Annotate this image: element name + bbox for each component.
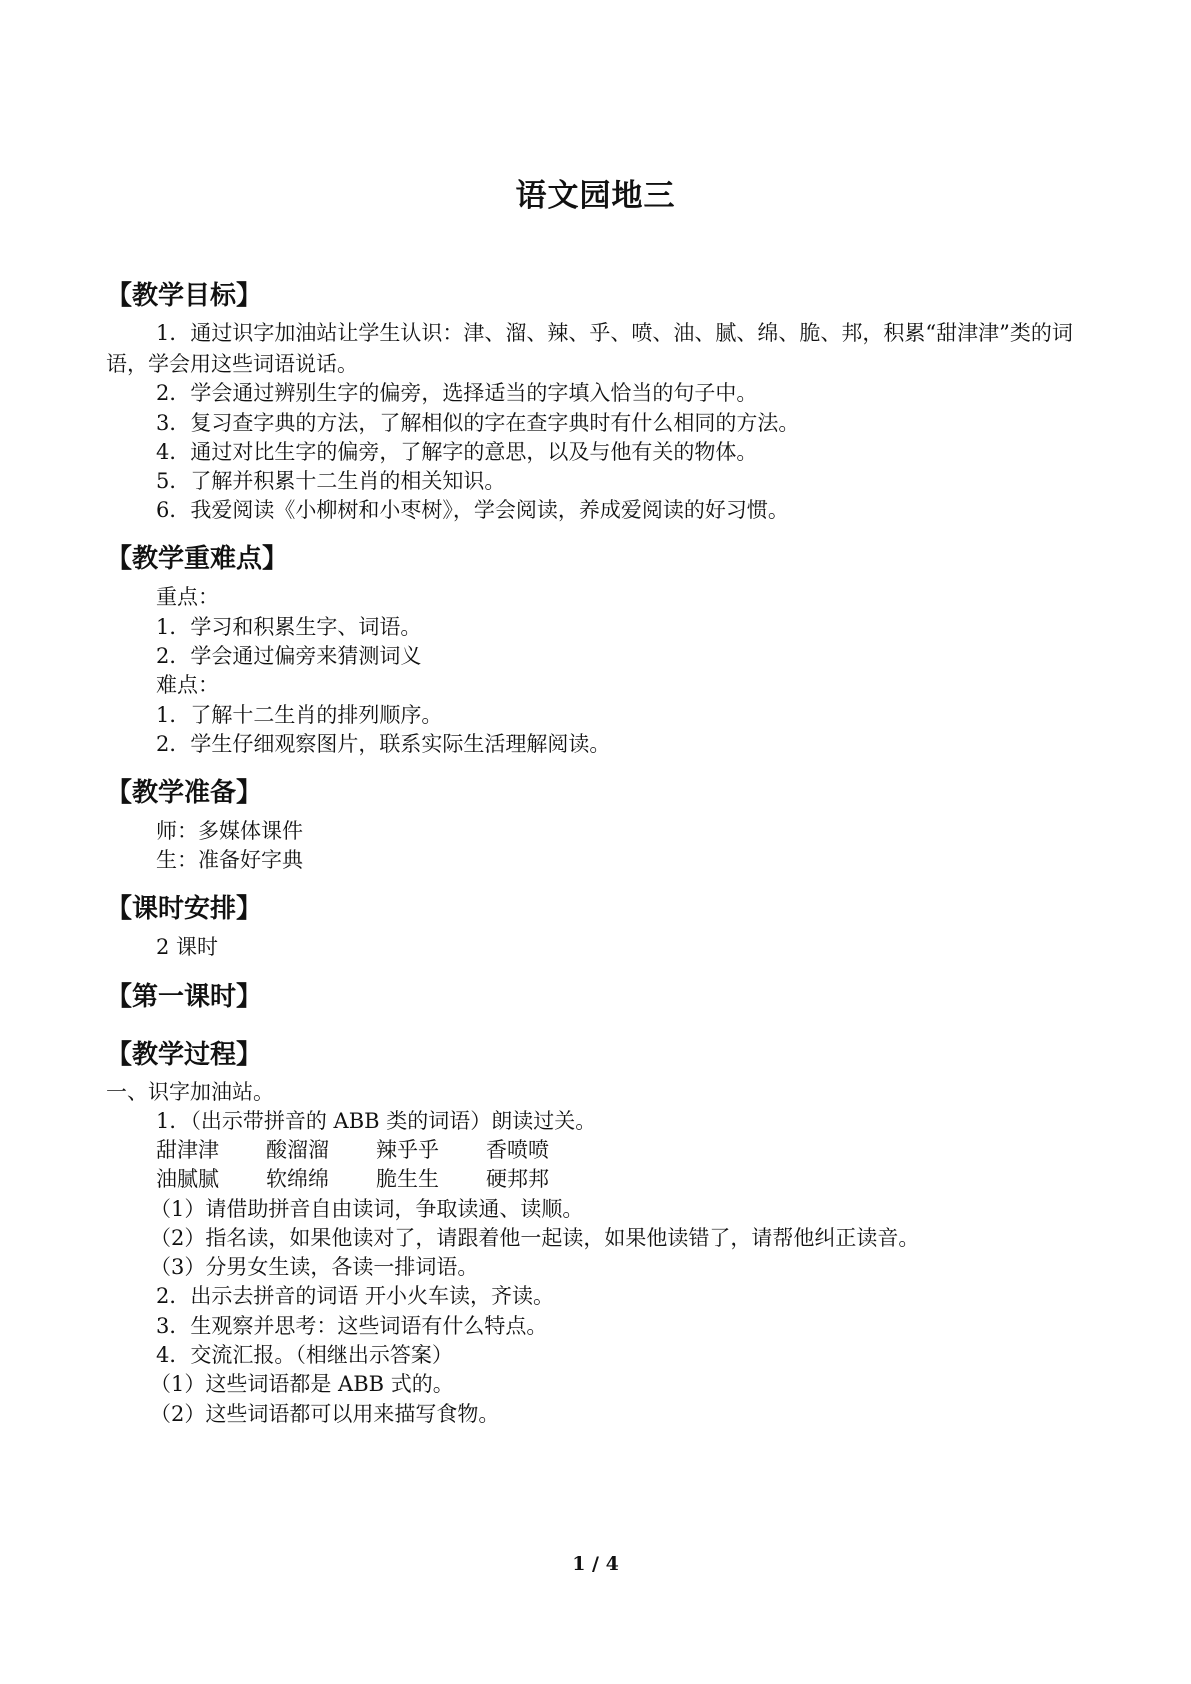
word-row-2 xyxy=(156,1164,596,1194)
objective-item-5: 5．了解并积累十二生肖的相关知识。 xyxy=(156,469,506,493)
process-heading: 【教学过程】 xyxy=(106,1040,263,1070)
process-answer-2: （2）这些词语都可以用来描写食物。 xyxy=(150,1402,500,1426)
process-step-1: 1．（出示带拼音的 ABB 类的词语）朗读过关。 xyxy=(156,1109,597,1133)
schedule-text: 2 课时 xyxy=(156,935,219,959)
page-number: 1 / 4 xyxy=(572,1553,619,1575)
difficulty-item-1: 1．了解十二生肖的排列顺序。 xyxy=(156,703,443,727)
difficulty-label: 难点： xyxy=(156,673,219,697)
objective-item-1: 1．通过识字加油站让学生认识：津、溜、辣、乎、喷、油、腻、绵、脆、邦，积累“甜津津”类的词语，学会用这些词语说话。 xyxy=(106,321,1073,376)
objective-item-2: 2．学会通过辨别生字的偏旁，选择适当的字填入恰当的句子中。 xyxy=(156,381,758,405)
process-sub-2: （2）指名读，如果他读对了，请跟着他一起读，如果他读错了，请帮他纠正读音。 xyxy=(150,1226,920,1250)
objectives-heading: 【教学目标】 xyxy=(106,281,263,311)
difficulty-item-2: 2．学生仔细观察图片，联系实际生活理解阅读。 xyxy=(156,732,611,756)
process-section-1: 一、识字加油站。 xyxy=(106,1080,274,1104)
focus-label: 重点： xyxy=(156,585,219,609)
word: 硬邦邦 xyxy=(486,1167,549,1191)
objective-item-3: 3．复习查字典的方法，了解相似的字在查字典时有什么相同的方法。 xyxy=(156,411,800,435)
first-lesson-heading: 【第一课时】 xyxy=(106,982,263,1012)
focus-item-2: 2．学会通过偏旁来猜测词义 xyxy=(156,644,422,668)
process-step-3: 3．生观察并思考：这些词语有什么特点。 xyxy=(156,1314,548,1338)
process-step-4: 4．交流汇报。（相继出示答案） xyxy=(156,1343,453,1367)
schedule-heading: 【课时安排】 xyxy=(106,894,263,924)
process-sub-1: （1）请借助拼音自由读词，争取读通、读顺。 xyxy=(150,1197,584,1221)
process-sub-3: （3）分男女生读，各读一排词语。 xyxy=(150,1255,479,1279)
process-step-2: 2．出示去拼音的词语 开小火车读，齐读。 xyxy=(156,1284,555,1308)
page-title: 语文园地三 xyxy=(515,178,676,214)
preparation-heading: 【教学准备】 xyxy=(106,778,263,808)
key-points-heading: 【教学重难点】 xyxy=(106,544,289,574)
word-row-1 xyxy=(156,1135,596,1165)
word: 油腻腻 xyxy=(156,1167,219,1191)
objective-item-4: 4．通过对比生字的偏旁，了解字的意思，以及与他有关的物体。 xyxy=(156,440,758,464)
preparation-teacher: 师：多媒体课件 xyxy=(156,819,303,843)
process-answer-1: （1）这些词语都是 ABB 式的。 xyxy=(150,1372,454,1396)
word: 脆生生 xyxy=(376,1167,439,1191)
word: 软绵绵 xyxy=(266,1167,329,1191)
word: 甜津津 xyxy=(156,1138,219,1162)
focus-item-1: 1．学习和积累生字、词语。 xyxy=(156,615,422,639)
word: 酸溜溜 xyxy=(266,1138,329,1162)
word: 香喷喷 xyxy=(486,1138,549,1162)
word: 辣乎乎 xyxy=(376,1138,439,1162)
objective-item-6: 6．我爱阅读《小柳树和小枣树》，学会阅读，养成爱阅读的好习惯。 xyxy=(156,498,789,522)
preparation-student: 生：准备好字典 xyxy=(156,848,303,872)
